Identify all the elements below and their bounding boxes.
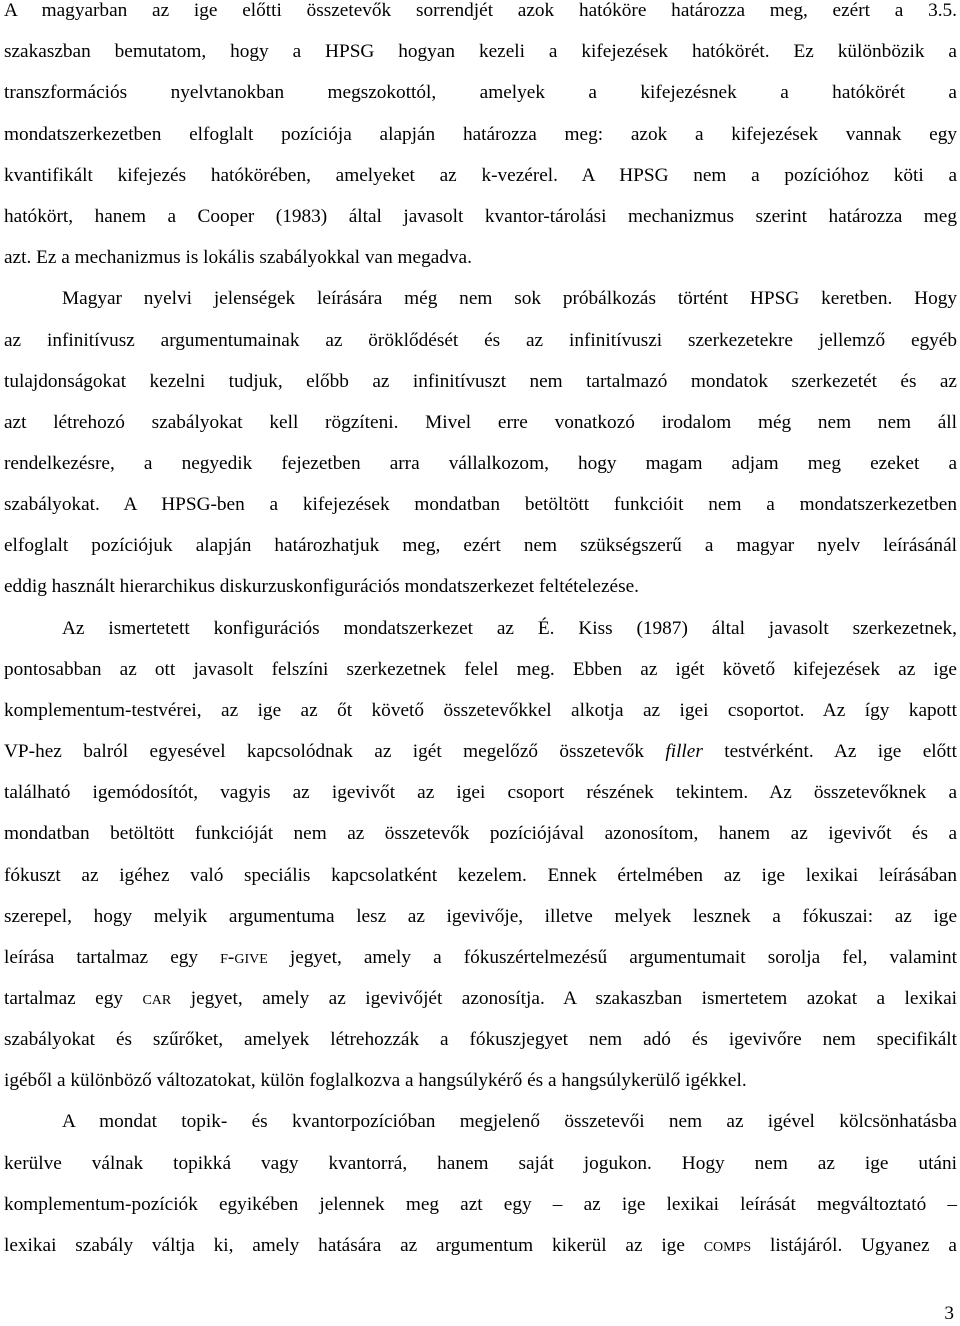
line-text-part: jegyet, amely a fókuszértelmezésű argumentumait sorolja fel, valamint — [267, 947, 957, 968]
paragraph-2-line-1: Magyar nyelvi jelenségek leírására még nem sok próbálkozás történt HPSG keretben. Hogy — [62, 288, 957, 309]
paragraph-1-line-1: A magyarban az ige előtti összetevők sorrendjét azok hatóköre határozza meg, ezért a 3.5. — [4, 0, 957, 21]
page-number: 3 — [944, 1303, 954, 1324]
paragraph-4-line-3: komplementum-pozíciók egyikében jelennek meg azt egy – az ige lexikai leírását megváltoztató – — [4, 1194, 957, 1215]
line-text-part: jegyet, amely az igevivőjét azonosítja. A szakaszban ismertetem azokat a lexikai — [171, 988, 958, 1009]
paragraph-3-line-12: igéből a különböző változatokat, külön foglalkozva a hangsúlykérő és a hangsúlykerülő igékkel. — [4, 1070, 747, 1091]
italic-term: filler — [665, 741, 703, 762]
feature-name: f-give — [220, 947, 268, 968]
paragraph-1-line-7: azt. Ez a mechanizmus is lokális szabályokkal van megadva. — [4, 247, 472, 268]
paragraph-4-line-2: kerülve válnak topikká vagy kvantorrá, hanem saját jogukon. Hogy nem az ige utáni — [4, 1153, 957, 1174]
paragraph-3-line-1: Az ismertetett konfigurációs mondatszerkezet az É. Kiss (1987) által javasolt szerkezetnek, — [62, 618, 957, 639]
line-text-part: testvérként. Az ige előtt — [702, 741, 957, 762]
line-text-part: tartalmaz egy — [4, 988, 143, 1009]
paragraph-2-line-7: elfoglalt pozíciójuk alapján határozhatjuk meg, ezért nem szükségszerű a magyar nyelv leírásánál — [4, 535, 957, 556]
paragraph-3-line-11: szabályokat és szűrőket, amelyek létrehozzák a fókuszjegyet nem adó és igevivőre nem specifikált — [4, 1029, 957, 1050]
line-text-part: VP-hez balról egyesével kapcsolódnak az igét megelőző összetevők — [4, 741, 666, 762]
paragraph-2-line-8: eddig használt hierarchikus diskurzuskonfigurációs mondatszerkezet feltételezése. — [4, 576, 639, 597]
paragraph-2-line-4: azt létrehozó szabályokat kell rögzíteni. Mivel erre vonatkozó irodalom még nem nem áll — [4, 412, 957, 433]
paragraph-1-line-2: szakaszban bemutatom, hogy a HPSG hogyan kezeli a kifejezések hatókörét. Ez különbözik a — [4, 41, 957, 62]
line-text-part: listájáról. Ugyanez a — [751, 1235, 957, 1256]
feature-name: comps — [703, 1235, 752, 1256]
line-text-part: lexikai szabály váltja ki, amely hatására az argumentum kikerül az ige — [4, 1235, 704, 1256]
paragraph-2-line-3: tulajdonságokat kezelni tudjuk, előbb az infinitívuszt nem tartalmazó mondatok szerkezetét és az — [4, 371, 957, 392]
paragraph-3-line-4 — [4, 740, 957, 764]
paragraph-1-line-4: mondatszerkezetben elfoglalt pozíciója alapján határozza meg: azok a kifejezések vannak egy — [4, 124, 957, 145]
paragraph-3-line-10 — [4, 987, 957, 1011]
feature-name: car — [142, 988, 172, 1009]
paragraph-3-line-3: komplementum-testvérei, az ige az őt követő összetevőkkel alkotja az igei csoportot. Az így kapott — [4, 700, 957, 721]
paragraph-4-line-4 — [4, 1234, 957, 1258]
paragraph-3-line-8: szerepel, hogy melyik argumentuma lesz az igevivője, illetve melyek lesznek a fókuszai: az ige — [4, 906, 957, 927]
paragraph-3-line-2: pontosabban az ott javasolt felszíni szerkezetnek felel meg. Ebben az igét követő kifejezések az ige — [4, 659, 957, 680]
paragraph-3-line-7: fókuszt az igéhez való speciális kapcsolatként kezelem. Ennek értelmében az ige lexikai leírásában — [4, 865, 957, 886]
paragraph-2-line-6: szabályokat. A HPSG-ben a kifejezések mondatban betöltött funkcióit nem a mondatszerkezetben — [4, 494, 957, 515]
paragraph-1-line-5: kvantifikált kifejezés hatókörében, amelyeket az k-vezérel. A HPSG nem a pozícióhoz köti a — [4, 165, 957, 186]
paragraph-3-line-6: mondatban betöltött funkcióját nem az összetevők pozíciójával azonosítom, hanem az igevivőt és a — [4, 823, 957, 844]
paragraph-4-line-1: A mondat topik- és kvantorpozícióban megjelenő összetevői nem az igével kölcsönhatásba — [62, 1111, 957, 1132]
paragraph-1-line-6: hatókört, hanem a Cooper (1983) által javasolt kvantor-tárolási mechanizmus szerint határozza meg — [4, 206, 957, 227]
paragraph-2-line-5: rendelkezésre, a negyedik fejezetben arra vállalkozom, hogy magam adjam meg ezeket a — [4, 453, 957, 474]
line-text-part: leírása tartalmaz egy — [4, 947, 221, 968]
paragraph-2-line-2: az infinitívusz argumentumainak az öröklődését és az infinitívuszi szerkezetekre jellemző egyéb — [4, 330, 957, 351]
paragraph-3-line-9 — [4, 946, 957, 970]
paragraph-3-line-5: található igemódosítót, vagyis az igevivőt az igei csoport részének tekintem. Az összetevőknek a — [4, 782, 957, 803]
paragraph-1-line-3: transzformációs nyelvtanokban megszokottól, amelyek a kifejezésnek a hatókörét a — [4, 82, 957, 103]
